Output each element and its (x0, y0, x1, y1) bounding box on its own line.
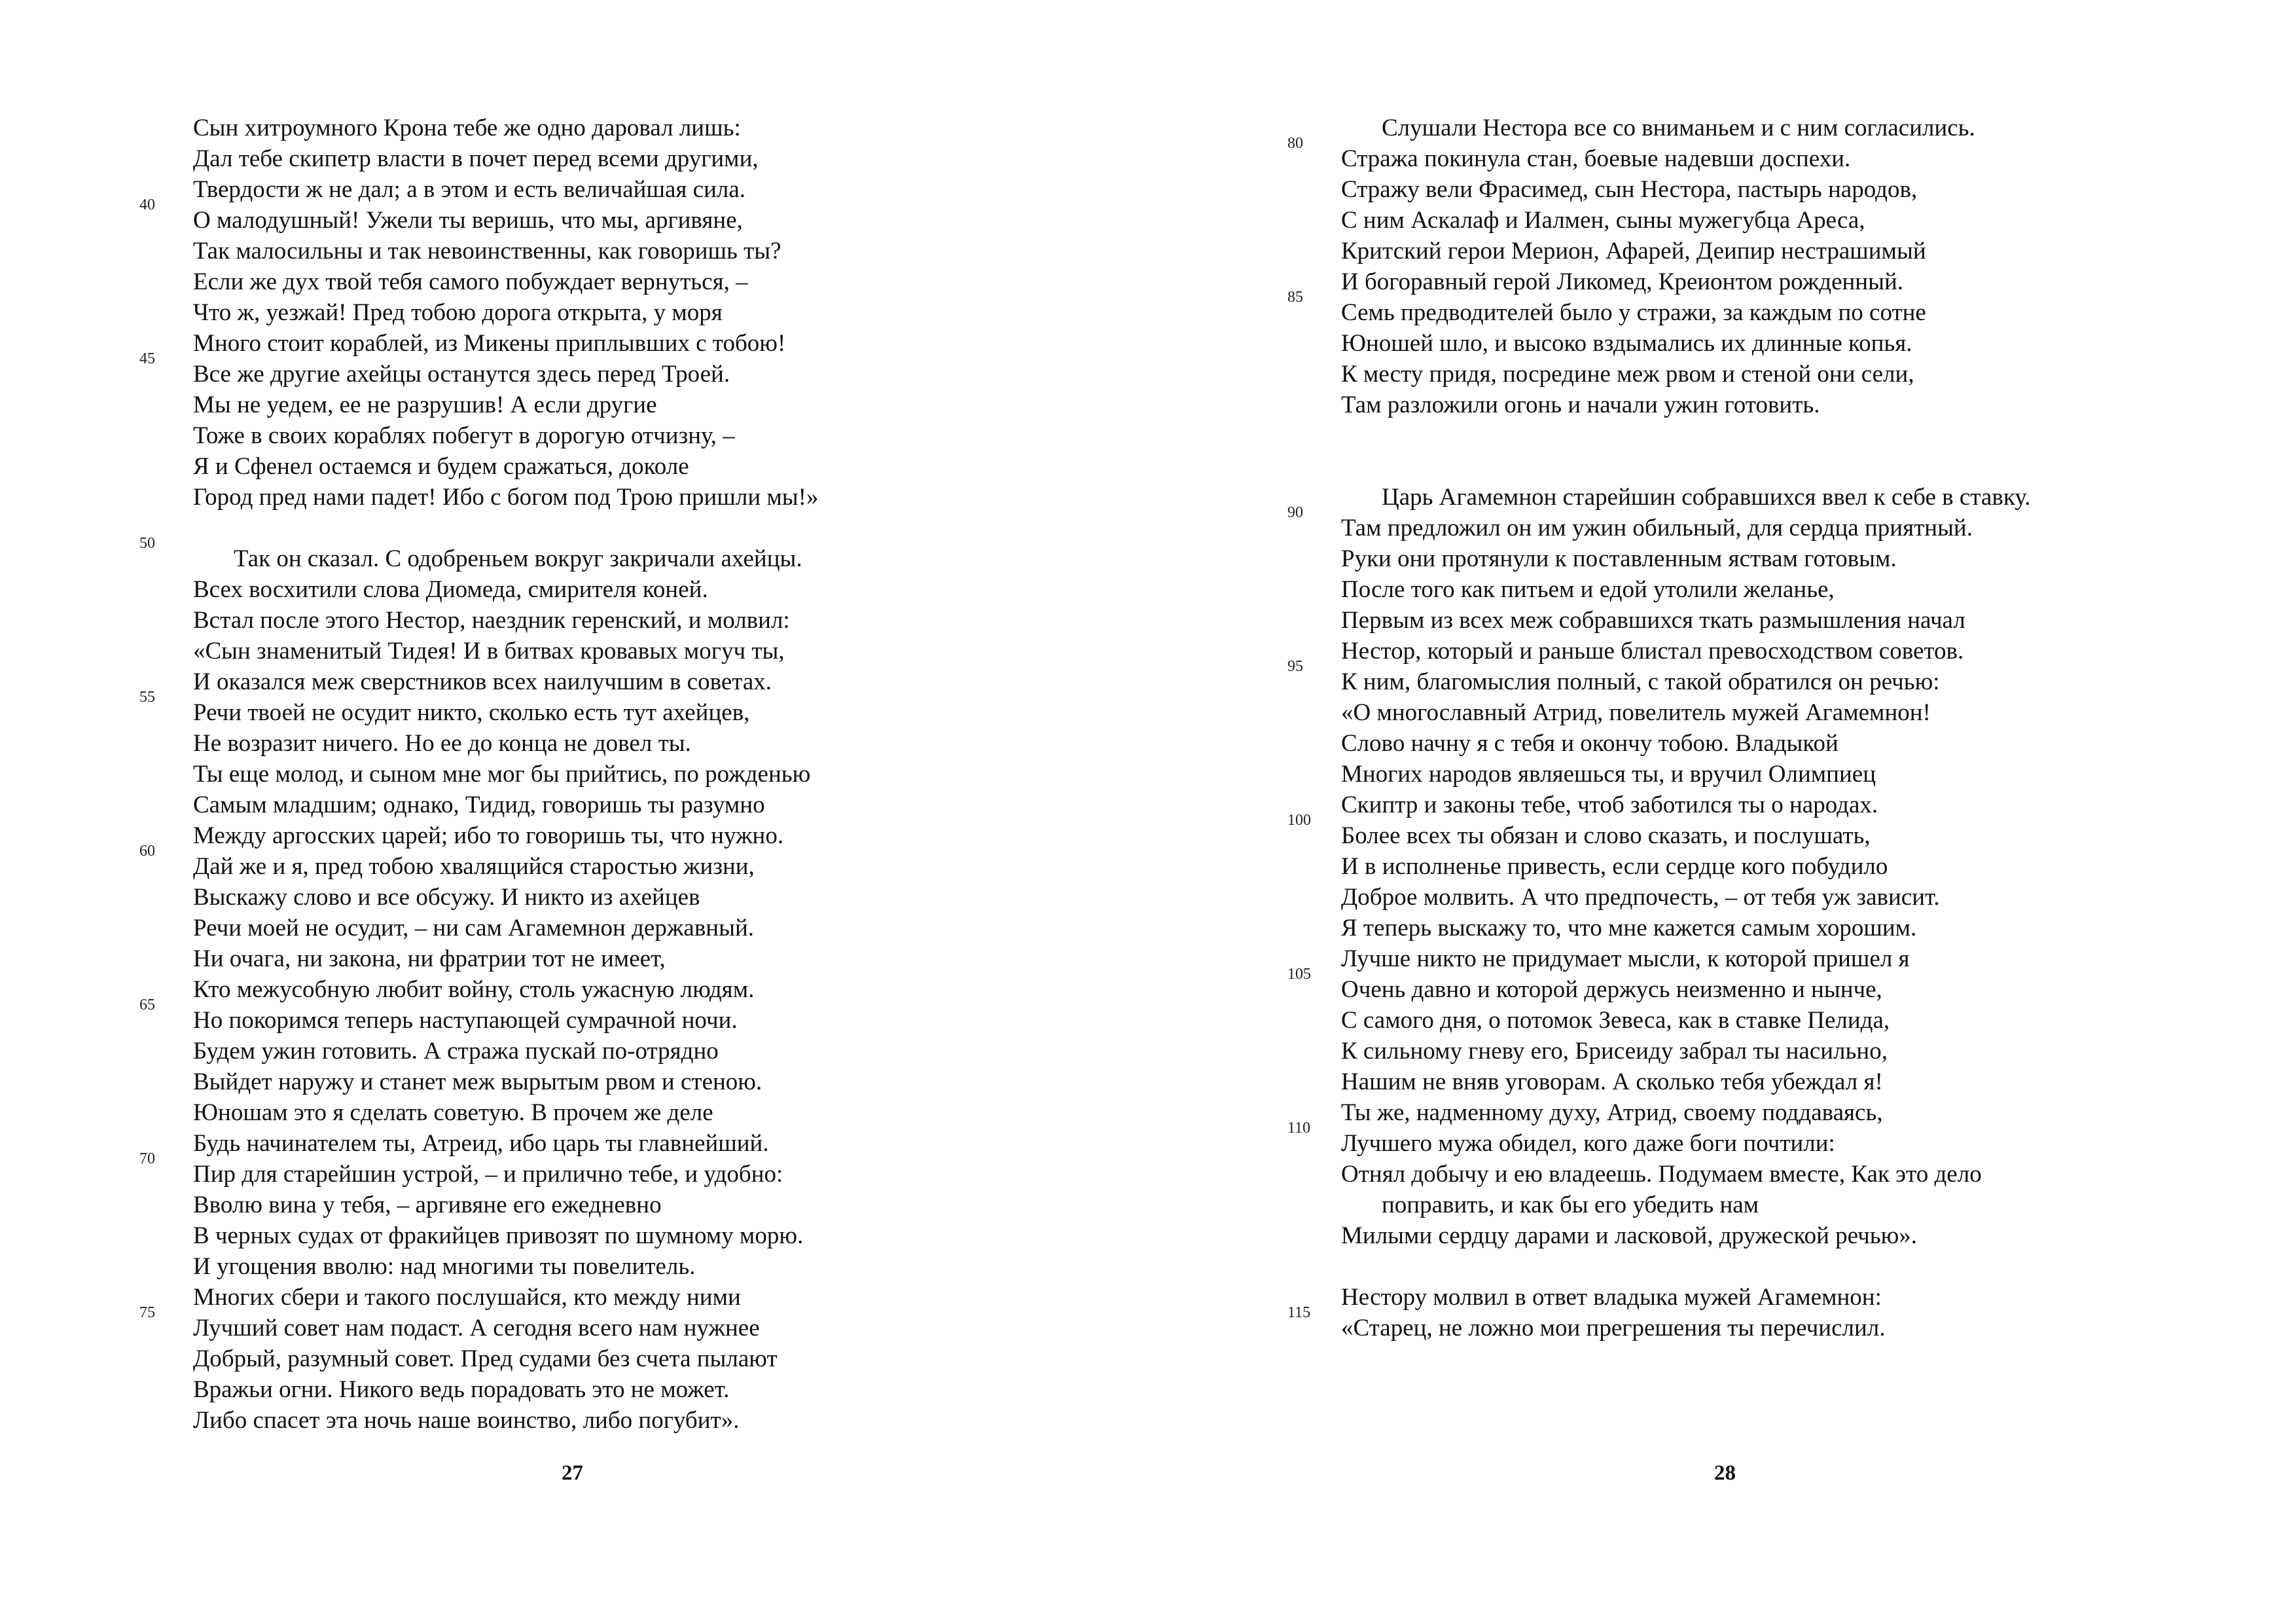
poem-line: «Сын знаменитый Тидея! И в битвах кровавых могуч ты, (193, 638, 785, 665)
poem-line: Нашим не вняв уговорам. А сколько тебя убеждал я! (1341, 1068, 1883, 1095)
poem-line: Много стоит кораблей, из Микены приплывших с тобою! (193, 330, 786, 357)
poem-line: «О многославный Атрид, повелитель мужей Агамемнон! (1341, 699, 1931, 726)
line-number: 90 (1287, 504, 1303, 521)
line-number: 70 (139, 1150, 155, 1167)
poem-line: Не возразит ничего. Но ее до конца не довел ты. (193, 730, 691, 757)
line-number: 80 (1287, 135, 1303, 152)
line-number: 60 (139, 843, 155, 860)
poem-line: Будем ужин готовить. А стража пускай по-отрядно (193, 1038, 719, 1065)
line-number: 65 (139, 996, 155, 1013)
line-number: 85 (1287, 289, 1303, 306)
line-number: 95 (1287, 658, 1303, 675)
poem-line: Выйдет наружу и станет меж вырытым рвом и стеною. (193, 1068, 762, 1095)
poem-line: Выскажу слово и все обсужу. И никто из ахейцев (193, 884, 700, 911)
poem-line: Самым младшим; однако, Тидид, говоришь ты разумно (193, 792, 765, 818)
poem-line: Между аргосских царей; ибо то говоришь ты, что нужно. (193, 822, 784, 849)
poem-line: 85 Семь предводителей было у стражи, за каждым по сотне (1287, 289, 1926, 326)
poem-line: 110 Лучшего мужа обидел, кого даже боги почтили: (1287, 1120, 1835, 1157)
poem-line: Мы не уедем, ее не разрушив! А если другие (193, 392, 657, 418)
poem-line: Доброе молвить. А что предпочесть, – от тебя уж зависит. (1341, 884, 1940, 911)
poem-line: Если же дух твой тебя самого побуждает вернуться, – (193, 268, 748, 295)
poem-line: Вволю вина у тебя, – аргивяне его ежедневно (193, 1192, 662, 1218)
poem-line: 95 К ним, благомыслия полный, с такой обратился он речью: (1287, 658, 1940, 695)
poem-line: Встал после этого Нестор, наездник геренский, и молвил: (193, 607, 790, 634)
poem-line: Лучше никто не придумает мысли, к которой пришел я (1341, 945, 1910, 972)
poem-line: 90 Там предложил он им ужин обильный, для сердца приятный. (1287, 504, 1973, 541)
poem-line: С ним Аскалаф и Иалмен, сыны мужегубца Ареса, (1341, 207, 1865, 234)
poem-line: К месту придя, посредине меж рвом и стеной они сели, (1341, 361, 1914, 388)
poem-line: 50 Так он сказал. С одобреньем вокруг закричали ахейцы. (139, 535, 802, 572)
poem-line: Что ж, уезжай! Пред тобою дорога открыта, у моря (193, 299, 723, 326)
poem-line: Добрый, разумный совет. Пред судами без счета пылают (193, 1345, 778, 1372)
poem-line: Юношей шло, и высоко вздымались их длинные копья. (1341, 330, 1912, 357)
poem-line: Первым из всех меж собравшихся ткать размышления начал (1341, 607, 1965, 634)
poem-line: Сын хитроумного Крона тебе же одно даровал лишь: (193, 115, 741, 141)
line-number: 45 (139, 350, 155, 367)
poem-line: И угощения вволю: над многими ты повелитель. (193, 1253, 696, 1280)
poem-line: Будь начинателем ты, Атреид, ибо царь ты главнейший. (193, 1130, 769, 1157)
poem-line: Твердости ж не дал; а в этом и есть величайшая сила. (193, 176, 746, 203)
poem-line: 115 «Старец, не ложно мои прегрешения ты перечислил. (1287, 1304, 1886, 1341)
poem-line: 75 Лучший совет нам подаст. А сегодня всего нам нужнее (139, 1304, 760, 1341)
poem-line: 105 Очень давно и которой держусь неизменно и нынче, (1287, 966, 1882, 1003)
poem-line: Нестор, который и раньше блистал превосходством советов. (1341, 638, 1964, 665)
poem-line: Вражьи огни. Никого ведь порадовать это не может. (193, 1376, 730, 1403)
poem-line: Милыми сердцу дарами и ласковой, дружеской речью». (1341, 1222, 1917, 1249)
poem-line: Город пред нами падет! Ибо с богом под Трою пришли мы!» (193, 484, 819, 511)
poem-line: поправить, и как бы его убедить нам (1382, 1192, 1759, 1218)
poem-line: Либо спасет эта ночь наше воинство, либо погубит». (193, 1407, 740, 1434)
poem-line: Дал тебе скипетр власти в почет перед всеми другими, (193, 145, 759, 172)
poem-line: И богоравный герой Ликомед, Креионтом рожденный. (1341, 268, 1904, 295)
poem-line: 100 Более всех ты обязан и слово сказать, и послушать, (1287, 812, 1871, 849)
poem-line: Всех восхитили слова Диомеда, смирителя коней. (193, 576, 708, 603)
poem-line: Руки они протянули к поставленным яствам готовым. (1341, 545, 1897, 572)
stanza-break: Отнял добычу и ею владеешь. Подумаем вместе, Как это дело (1341, 1161, 1982, 1188)
poem-line: Тоже в своих кораблях побегут в дорогую отчизну, – (193, 422, 735, 449)
line-number: 75 (139, 1304, 155, 1321)
poem-line: После того как питьем и едой утолили желанье, (1341, 576, 1835, 603)
page-number: 27 (562, 1461, 583, 1485)
poem-line: Речи моей не осудит, – ни сам Агамемнон державный. (193, 915, 754, 941)
poem-line (1341, 1251, 2192, 1282)
poem-line: И оказался меж сверстников всех наилучшим в советах. (193, 668, 772, 695)
poem-line: Скиптр и законы тебе, чтоб заботился ты о народах. (1341, 792, 1878, 818)
poem-line: 60 Дай же и я, пред тобою хвалящийся старостью жизни, (139, 843, 755, 880)
poem-line: Я и Сфенел остаемся и будем сражаться, доколе (193, 453, 689, 480)
poem-line: Ни очага, ни закона, ни фратрии тот не имеет, (193, 945, 666, 972)
line-number: 115 (1287, 1304, 1311, 1321)
poem-line: 80 Стража покинула стан, боевые надевши доспехи. (1287, 135, 1851, 172)
poem-line: Нестору молвил в ответ владыка мужей Агамемнон: (1341, 1284, 1882, 1311)
poem-line: 70 Пир для старейшин устрой, – и прилично тебе, и удобно: (139, 1150, 783, 1188)
line-number: 110 (1287, 1120, 1311, 1137)
poem-line: Многих сбери и такого послушайся, кто между ними (193, 1284, 741, 1311)
line-number: 50 (139, 535, 155, 552)
poem-line: В черных судах от фракийцев привозят по шумному морю. (193, 1222, 804, 1249)
poem-line: С самого дня, о потомок Зевеса, как в ставке Пелида, (1341, 1007, 1890, 1034)
poem-line: Так малосильны и так невоинственны, как говоришь ты? (193, 238, 781, 264)
poem-line: Там разложили огонь и начали ужин готовить. (1341, 392, 1820, 418)
right-poem-text (1287, 113, 2192, 1455)
right-page (1148, 0, 2296, 1623)
line-number: 105 (1287, 966, 1311, 983)
poem-line: Слово начну я с тебя и окончу тобою. Владыкой (1341, 730, 1839, 757)
line-number: 40 (139, 196, 155, 213)
poem-line: Критский герои Мерион, Афарей, Деипир нестрашимый (1341, 238, 1926, 264)
line-number: 100 (1287, 812, 1311, 829)
line-number: 55 (139, 689, 155, 706)
poem-line: 45 Все же другие ахейцы останутся здесь перед Троей. (139, 350, 730, 388)
left-poem-text (139, 113, 978, 1455)
poem-line: Я теперь выскажу то, что мне кажется самым хорошим. (1341, 915, 1917, 941)
stanza-break (1341, 420, 2192, 482)
poem-line: Ты еще молод, и сыном мне мог бы прийтись, по рожденью (193, 761, 811, 788)
poem-line: Кто межусобную любит войну, столь ужасную людям. (193, 976, 755, 1003)
poem-line: Многих народов являешься ты, и вручил Олимпиец (1341, 761, 1876, 788)
poem-line: 40 О малодушный! Ужели ты веришь, что мы, аргивяне, (139, 196, 743, 234)
poem-line: Юношам это я сделать советую. В прочем же деле (193, 1099, 713, 1126)
poem-line: 55 Речи твоей не осудит никто, сколько есть тут ахейцев, (139, 689, 750, 726)
poem-line: Царь Агамемнон старейшин собравшихся ввел к себе в ставку. (1382, 484, 2031, 511)
poem-line: Слушали Нестора все со вниманьем и с ним согласились. (1382, 115, 1975, 141)
poem-line: Стражу вели Фрасимед, сын Нестора, пастырь народов, (1341, 176, 1918, 203)
poem-line: 65 Но покоримся теперь наступающей сумрачной ночи. (139, 996, 738, 1034)
poem-line: И в исполненье привесть, если сердце кого побудило (1341, 853, 1888, 880)
poem-line: К сильному гневу его, Брисеиду забрал ты насильно, (1341, 1038, 1888, 1065)
page-number: 28 (1714, 1461, 1736, 1485)
poem-line: Ты же, надменному духу, Атрид, своему поддаваясь, (1341, 1099, 1883, 1126)
stanza-break (193, 513, 978, 543)
